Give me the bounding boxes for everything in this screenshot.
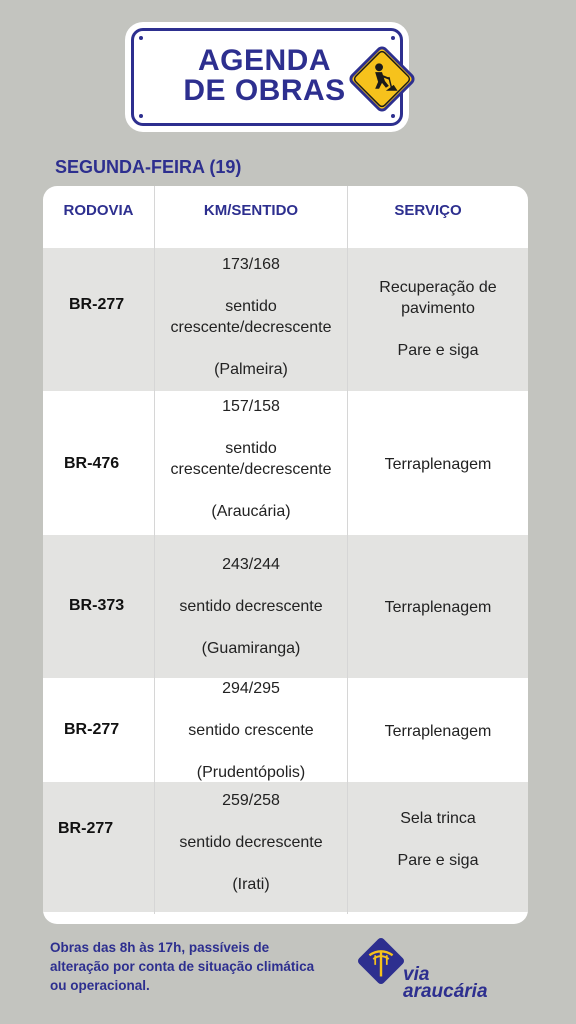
- page-title-line1: AGENDA: [197, 44, 331, 77]
- km-cell: [155, 396, 347, 522]
- road-cell: BR-277: [64, 721, 120, 738]
- works-table: [43, 186, 528, 924]
- service-text: Sela trinca: [400, 810, 476, 827]
- service-text: Recuperação de pavimento: [379, 279, 497, 317]
- day-title: SEGUNDA-FEIRA (19): [55, 157, 242, 177]
- brand-line2: araucária: [403, 981, 488, 1002]
- service-cell: [348, 454, 528, 475]
- footer-note: Obras das 8h às 17h, passíveis de alteração por conta de situação climática ou operacional.: [50, 940, 315, 993]
- direction-text: sentido crescente/decrescente: [170, 440, 332, 478]
- road-works-worker-icon: [343, 40, 421, 118]
- km-value: 243/244: [222, 556, 280, 573]
- road-cell: BR-373: [69, 597, 125, 614]
- direction-text: sentido crescente: [188, 722, 314, 739]
- service-text: Terraplenagem: [384, 599, 492, 616]
- service-text: Terraplenagem: [384, 723, 492, 740]
- city-text: (Guamiranga): [201, 640, 301, 657]
- column-header-servico: SERVIÇO: [394, 202, 462, 219]
- direction-text: sentido decrescente: [179, 834, 323, 851]
- page-title-line2: DE OBRAS: [183, 74, 346, 107]
- brand-line1: via: [403, 964, 430, 985]
- service-cell: [348, 721, 528, 742]
- km-value: 157/158: [222, 398, 280, 415]
- road-cell: BR-476: [64, 455, 120, 472]
- road-cell: BR-277: [58, 820, 114, 837]
- service-cell: [348, 808, 528, 871]
- via-araucaria-logo-icon: [352, 932, 410, 990]
- service-text: Terraplenagem: [384, 456, 492, 473]
- header-sign: [125, 22, 409, 132]
- table-header: [43, 186, 528, 248]
- km-value: 294/295: [222, 680, 280, 697]
- sign-rivet: [139, 114, 143, 118]
- city-text: (Araucária): [211, 503, 291, 520]
- service-cell: [348, 597, 528, 618]
- column-header-rodovia: RODOVIA: [63, 202, 134, 219]
- road-cell: BR-277: [69, 296, 125, 313]
- direction-text: sentido crescente/decrescente: [170, 298, 332, 336]
- service-extra-text: Pare e siga: [397, 342, 479, 359]
- sign-rivet: [139, 36, 143, 40]
- brand-logo-text: [403, 966, 488, 1000]
- km-cell: [155, 678, 347, 783]
- km-cell: [155, 790, 347, 895]
- column-header-km: KM/SENTIDO: [203, 202, 299, 219]
- km-value: 259/258: [222, 792, 280, 809]
- km-cell: [155, 554, 347, 659]
- km-cell: [155, 254, 347, 380]
- km-value: 173/168: [222, 256, 280, 273]
- page-title: [177, 46, 352, 106]
- service-extra-text: Pare e siga: [397, 852, 479, 869]
- service-cell: [348, 277, 528, 361]
- city-text: (Palmeira): [214, 361, 288, 378]
- direction-text: sentido decrescente: [179, 598, 323, 615]
- city-text: (Irati): [232, 876, 270, 893]
- city-text: (Prudentópolis): [196, 764, 306, 781]
